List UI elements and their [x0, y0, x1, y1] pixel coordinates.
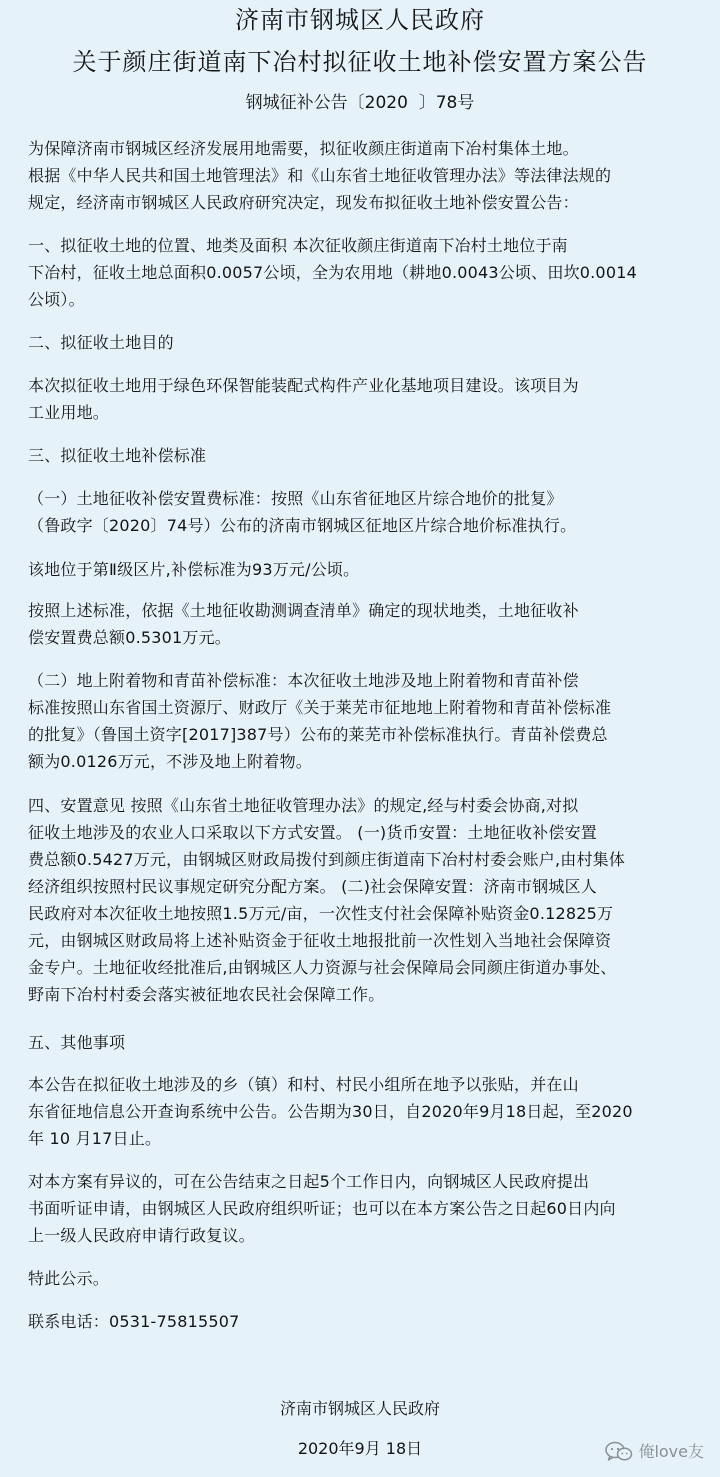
issuer-name: 济南市钢城区人民政府 [279, 1399, 440, 1418]
text-line: 联系电话：0531-75815507 [28, 1312, 240, 1331]
text-line: （鲁政字〔2020〕74号）公布的济南市钢城区征地区片综合地价标准执行。 [28, 516, 577, 535]
text-line: 民政府对本次征收土地按照1.5万元/亩，一次性支付社会保障补贴资金0.12825万 [28, 904, 614, 923]
text-line: 根据《中华人民共和国土地管理法》和《山东省土地征收管理办法》等法律法规的 [28, 166, 612, 185]
text-line: 元，由钢城区财政局将上述补贴资金于征收土地报批前一次性划入当地社会保障资 [28, 931, 612, 950]
section-5-2-paragraph [28, 1168, 706, 1249]
text-line: 东省征地信息公开查询系统中公告。公告期为30日，自2020年9月18日起，至2020 [28, 1102, 633, 1121]
document-title-line2: 关于颜庄街道南下冶村拟征收土地补偿安置方案公告 [72, 48, 648, 76]
wechat-chat-icon [605, 1441, 633, 1463]
section-2-heading [28, 329, 706, 356]
text-line: 四、安置意见 按照《山东省土地征收管理办法》的规定,经与村委会协商,对拟 [28, 796, 579, 815]
text-line: 按照上述标准，依据《土地征收勘测调查清单》确定的现状地类，土地征收补 [28, 601, 579, 620]
text-line: 本公告在拟征收土地涉及的乡（镇）和村、村民小组所在地予以张贴，并在山 [28, 1075, 579, 1094]
section-3-2-paragraph [28, 667, 706, 775]
contact-line [28, 1308, 706, 1335]
text-line: 下冶村，征收土地总面积0.0057公顷，全为农用地（耕地0.0043公顷、田坎0.0014 [28, 263, 637, 282]
section-5-1-paragraph [28, 1071, 706, 1152]
text-line: 工业用地。 [28, 403, 110, 422]
text-line: 上一级人民政府申请行政复议。 [28, 1226, 255, 1245]
text-line: 特此公示。 [28, 1269, 110, 1288]
notice-line [28, 1265, 706, 1292]
section-3-1-paragraph [28, 485, 706, 539]
text-line: 书面听证申请，由钢城区人民政府组织听证；也可以在本方案公告之日起60日内向 [28, 1199, 616, 1218]
text-line: 为保障济南市钢城区经济发展用地需要，拟征收颜庄街道南下冶村集体土地。 [28, 139, 579, 158]
text-line: 经济组织按照村民议事规定研究分配方案。 (二)社会保障安置：济南市钢城区人 [28, 877, 597, 896]
section-2-paragraph [28, 372, 706, 426]
text-line: 的批复》（鲁国土资字[2017]387号）公布的莱芜市补偿标准执行。青苗补偿费总 [28, 725, 608, 744]
text-line: 公顷）。 [28, 290, 85, 309]
issue-date: 2020年9月 18日 [297, 1439, 423, 1458]
section-3-1c-paragraph [28, 597, 706, 651]
text-line: 野南下冶村村委会落实被征地农民社会保障工作。 [28, 985, 385, 1004]
text-line: （二）地上附着物和青苗补偿标准：本次征收土地涉及地上附着物和青苗补偿 [28, 671, 579, 690]
text-line: 规定，经济南市钢城区人民政府研究决定，现发布拟征收土地补偿安置公告： [28, 193, 579, 212]
text-line: 年 10 月17日止。 [28, 1129, 162, 1148]
text-line: 征收土地涉及的农业人口采取以下方式安置。 (一)货币安置：土地征收补偿安置 [28, 823, 597, 842]
text-line: 对本方案有异议的，可在公告结束之日起5个工作日内，向钢城区人民政府提出 [28, 1172, 590, 1191]
section-1-paragraph [28, 232, 706, 313]
text-line: 费总额0.5427万元，由钢城区财政局拨付到颜庄街道南下冶村村委会账户,由村集体 [28, 850, 626, 869]
intro-paragraph [28, 135, 706, 216]
document-title-line1: 济南市钢城区人民政府 [235, 6, 485, 34]
text-line: 标准按照山东省国土资源厅、财政厅《关于莱芜市征地地上附着物和青苗补偿标准 [28, 698, 612, 717]
text-line: 额为0.0126万元，不涉及地上附着物。 [28, 752, 312, 771]
watermark-text: 俺love友 [638, 1442, 704, 1461]
section-3-heading [28, 442, 706, 469]
text-line: 一、拟征收土地的位置、地类及面积 本次征收颜庄街道南下冶村土地位于南 [28, 236, 568, 255]
text-line: 二、拟征收土地目的 [28, 333, 174, 352]
section-4-paragraph [28, 792, 706, 1008]
watermark [605, 1441, 704, 1463]
text-line: （一）土地征收补偿安置费标准：按照《山东省征地区片综合地价的批复》 [28, 489, 563, 508]
text-line: 金专户。土地征收经批准后,由钢城区人力资源与社会保障局会同颜庄街道办事处、 [28, 958, 617, 977]
text-line: 该地位于第Ⅱ级区片,补偿标准为93万元/公顷。 [28, 560, 360, 579]
text-line: 三、拟征收土地补偿标准 [28, 446, 207, 465]
section-3-1b-paragraph [28, 556, 706, 583]
text-line: 偿安置费总额0.5301万元。 [28, 628, 231, 647]
text-line: 五、其他事项 [28, 1033, 126, 1052]
document-number: 钢城征补公告〔2020 〕78号 [245, 93, 475, 113]
section-5-heading [28, 1029, 706, 1056]
text-line: 本次拟征收土地用于绿色环保智能装配式构件产业化基地项目建设。该项目为 [28, 376, 579, 395]
